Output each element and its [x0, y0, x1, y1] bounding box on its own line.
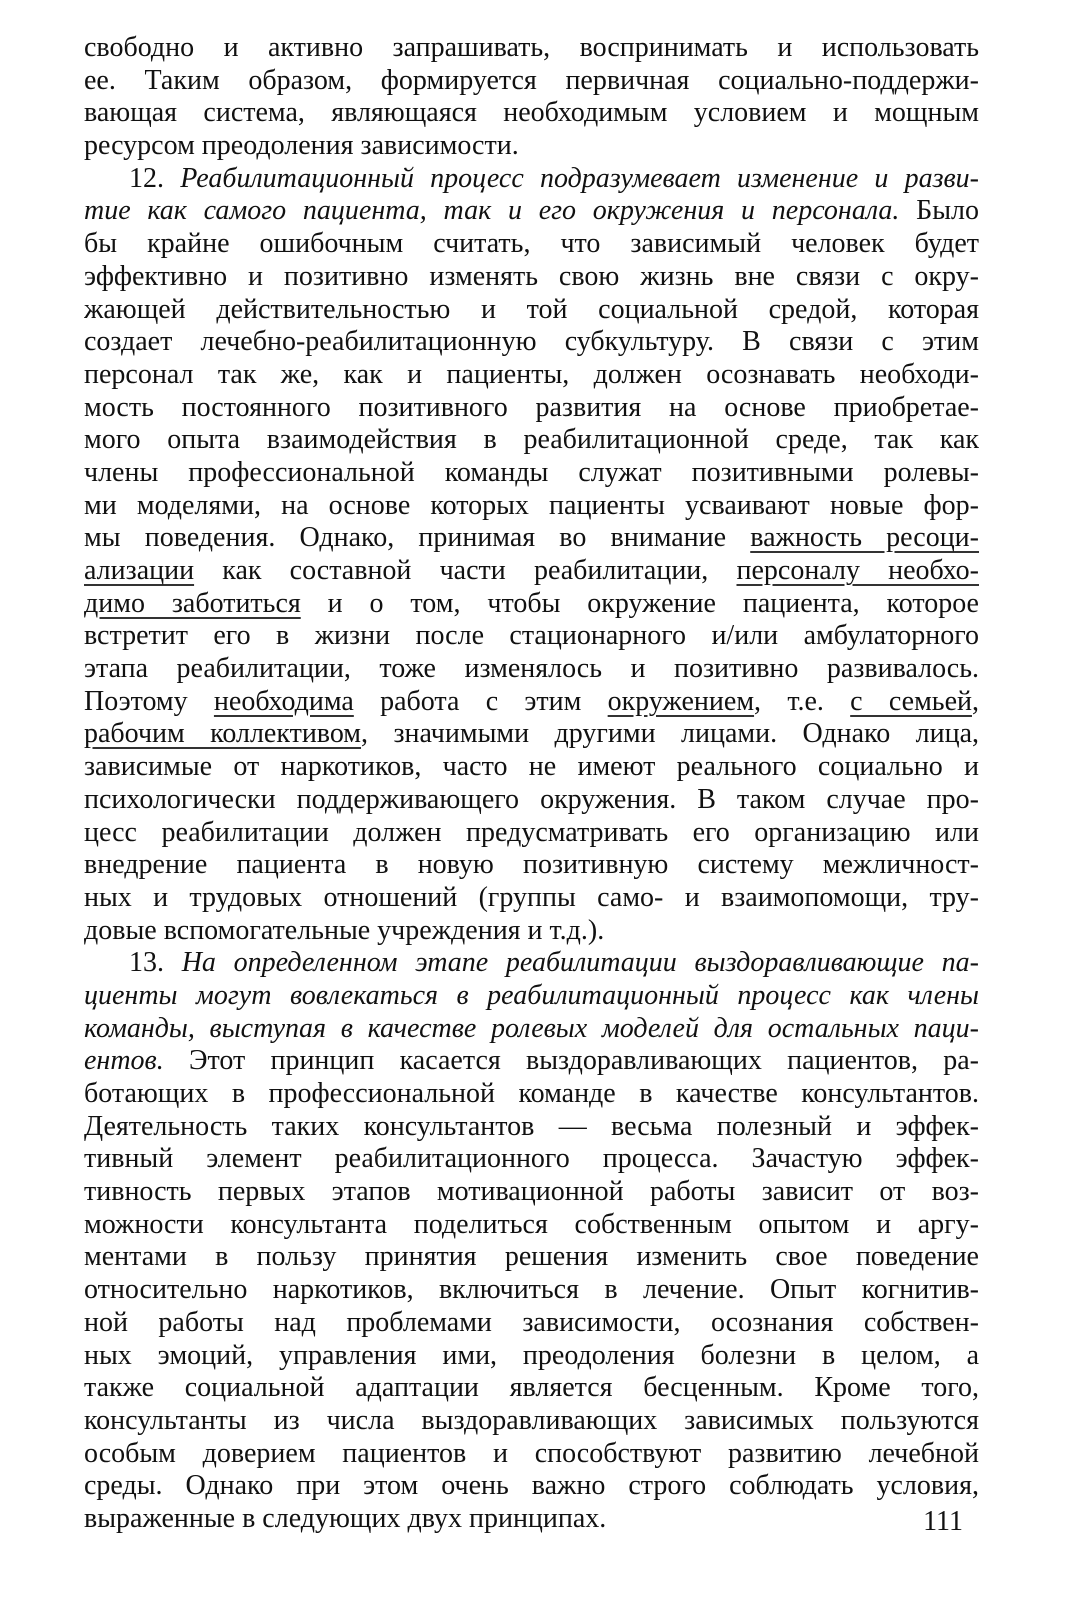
- text-line: [84, 457, 979, 490]
- pencil-underlined-text: димо заботиться: [84, 587, 301, 619]
- text-line: [84, 1372, 979, 1405]
- pencil-underlined-text: окружением: [607, 685, 755, 717]
- text-line: [84, 1045, 979, 1078]
- text-span: зависимые от наркотиков, часто не имеют реального социально и: [84, 751, 979, 783]
- text-span: этапа реабилитации, тоже изменялось и позитивно развивалось.: [84, 653, 979, 685]
- text-line: [84, 620, 979, 653]
- text-line: [84, 653, 979, 686]
- text-span: мость постоянного позитивного развития на основе приобретае-: [84, 391, 979, 423]
- text-span: создает лечебно-реабилитационную субкультуру. В связи с этим: [84, 326, 979, 358]
- text-line: [84, 490, 979, 523]
- text-line: [84, 817, 979, 850]
- text-span: и о том, чтобы окружение пациента, которое: [300, 587, 979, 619]
- text-span: ,: [971, 685, 979, 717]
- text-line: [84, 359, 979, 392]
- text-span: особым доверием пациентов и способствуют развитию лечебной: [84, 1437, 979, 1469]
- text-line: [84, 849, 979, 882]
- text-span: цесс реабилитации должен предусматривать его организацию или: [84, 816, 979, 848]
- text-span: ботающих в профессиональной команде в качестве консультантов.: [84, 1078, 979, 1109]
- text-span: ной работы над проблемами зависимости, осознания собствен-: [84, 1306, 979, 1338]
- text-line: [84, 1438, 979, 1471]
- text-line: [84, 424, 979, 457]
- text-line: [84, 1176, 979, 1209]
- text-line: [84, 1307, 979, 1340]
- pencil-underlined-text: персоналу необхо-: [736, 555, 979, 586]
- text-span: Поэтому: [84, 685, 214, 717]
- text-span: ных и трудовых отношений (группы само- и взаимопомощи, тру-: [84, 881, 979, 913]
- text-line: [84, 1241, 979, 1274]
- text-line: [84, 784, 979, 817]
- text-line: [84, 1503, 979, 1536]
- italic-text: тие как самого пациента, так и его окружения и персонала.: [84, 195, 900, 227]
- text-line: [84, 1078, 979, 1111]
- text-line: [84, 1274, 979, 1307]
- page-body-text: [84, 32, 979, 1536]
- pencil-underlined-text: с семьей: [850, 685, 972, 717]
- text-span: ресурсом преодоления зависимости.: [84, 130, 519, 162]
- text-span: мого опыта взаимодействия в реабилитационной среде, так как: [84, 424, 979, 456]
- text-span: внедрение пациента в новую позитивную систему межличност-: [84, 849, 979, 881]
- text-line: [84, 980, 979, 1013]
- text-span: Было: [899, 195, 979, 227]
- text-line: [84, 228, 979, 261]
- text-span: вающая система, являющаяся необходимым условием и мощным: [84, 97, 979, 129]
- text-span: свободно и активно запрашивать, воспринимать и использовать: [84, 32, 979, 63]
- text-line: [84, 32, 979, 65]
- text-span: довые вспомогательные учреждения и т.д.).: [84, 914, 605, 946]
- text-span: мы поведения. Однако, принимая во внимание: [84, 522, 751, 554]
- text-span: ных эмоций, управления ими, преодоления болезни в целом, а: [84, 1339, 979, 1371]
- text-span: , т.е.: [754, 685, 851, 717]
- pencil-underlined-text: необходима: [213, 685, 354, 717]
- text-line: [84, 1470, 979, 1503]
- text-span: как составной части реабилитации,: [194, 555, 737, 586]
- text-line: [84, 294, 979, 327]
- text-span: персонал так же, как и пациенты, должен осознавать необходи-: [84, 358, 979, 390]
- pencil-underlined-text: важность ресоци-: [750, 522, 979, 554]
- text-span: 13.: [129, 947, 182, 979]
- text-span: Этот принцип касается выздоравливающих пациентов, ра-: [163, 1045, 979, 1077]
- text-line: [84, 1340, 979, 1373]
- text-line: [84, 915, 979, 948]
- text-span: тивный элемент реабилитационного процесса. Зачастую эффек-: [84, 1143, 979, 1175]
- text-span: , значимыми другими лицами. Однако лица,: [361, 718, 979, 750]
- text-line: [84, 522, 979, 555]
- text-span: ее. Таким образом, формируется первичная социально-поддержи-: [84, 64, 979, 96]
- italic-text: Реабилитационный процесс подразумевает изменение и разви-: [180, 162, 979, 194]
- text-line: [84, 195, 979, 228]
- text-line: [84, 130, 979, 163]
- text-span: относительно наркотиков, включиться в лечение. Опыт когнитив-: [84, 1274, 979, 1306]
- text-span: работа с этим: [353, 685, 608, 717]
- page-number: 111: [923, 1506, 963, 1537]
- pencil-underlined-text: рабочим коллективом: [84, 718, 362, 750]
- text-line: [84, 751, 979, 784]
- text-line: [84, 588, 979, 621]
- text-line: [84, 1209, 979, 1242]
- text-line: [84, 65, 979, 98]
- text-span: психологически поддерживающего окружения. В таком случае про-: [84, 783, 979, 815]
- text-line: [84, 1405, 979, 1438]
- text-line: [84, 947, 979, 980]
- text-span: встретит его в жизни после стационарного и/или амбулаторного: [84, 620, 979, 652]
- text-span: Деятельность таких консультантов — весьма полезный и эффек-: [84, 1110, 979, 1142]
- text-line: [84, 686, 979, 719]
- text-line: [84, 326, 979, 359]
- text-span: жающей действительностью и той социальной средой, которая: [84, 293, 979, 325]
- text-span: бы крайне ошибочным считать, что зависимый человек будет: [84, 228, 979, 260]
- text-line: [84, 392, 979, 425]
- text-line: [84, 1013, 979, 1046]
- text-line: [84, 1143, 979, 1176]
- text-span: выраженные в следующих двух принципах.: [84, 1502, 607, 1534]
- italic-text: циенты могут вовлекаться в реабилитационный процесс как члены: [84, 979, 979, 1011]
- pencil-underlined-text: ализации: [84, 555, 195, 586]
- text-span: консультанты из числа выздоравливающих зависимых пользуются: [84, 1404, 979, 1436]
- italic-text: ентов.: [84, 1045, 164, 1077]
- text-line: [84, 97, 979, 130]
- text-span: эффективно и позитивно изменять свою жизнь вне связи с окру-: [84, 260, 979, 292]
- text-span: также социальной адаптации является бесценным. Кроме того,: [84, 1372, 979, 1404]
- italic-text: команды, выступая в качестве ролевых моделей для остальных паци-: [84, 1012, 979, 1044]
- text-span: члены профессиональной команды служат позитивными ролевы-: [84, 456, 979, 488]
- text-line: [84, 882, 979, 915]
- text-line: [84, 163, 979, 196]
- text-line: [84, 261, 979, 294]
- text-line: [84, 718, 979, 751]
- text-span: ми моделями, на основе которых пациенты усваивают новые фор-: [84, 489, 979, 521]
- text-line: [84, 1111, 979, 1144]
- text-line: [84, 555, 979, 588]
- text-span: 12.: [129, 162, 181, 194]
- text-span: можности консультанта поделиться собственным опытом и аргу-: [84, 1208, 979, 1240]
- italic-text: На определенном этапе реабилитации выздоравливающие па-: [181, 947, 979, 979]
- text-span: ментами в пользу принятия решения изменить свое поведение: [84, 1241, 979, 1273]
- text-span: тивность первых этапов мотивационной работы зависит от воз-: [84, 1176, 979, 1208]
- text-span: среды. Однако при этом очень важно строго соблюдать условия,: [84, 1470, 979, 1502]
